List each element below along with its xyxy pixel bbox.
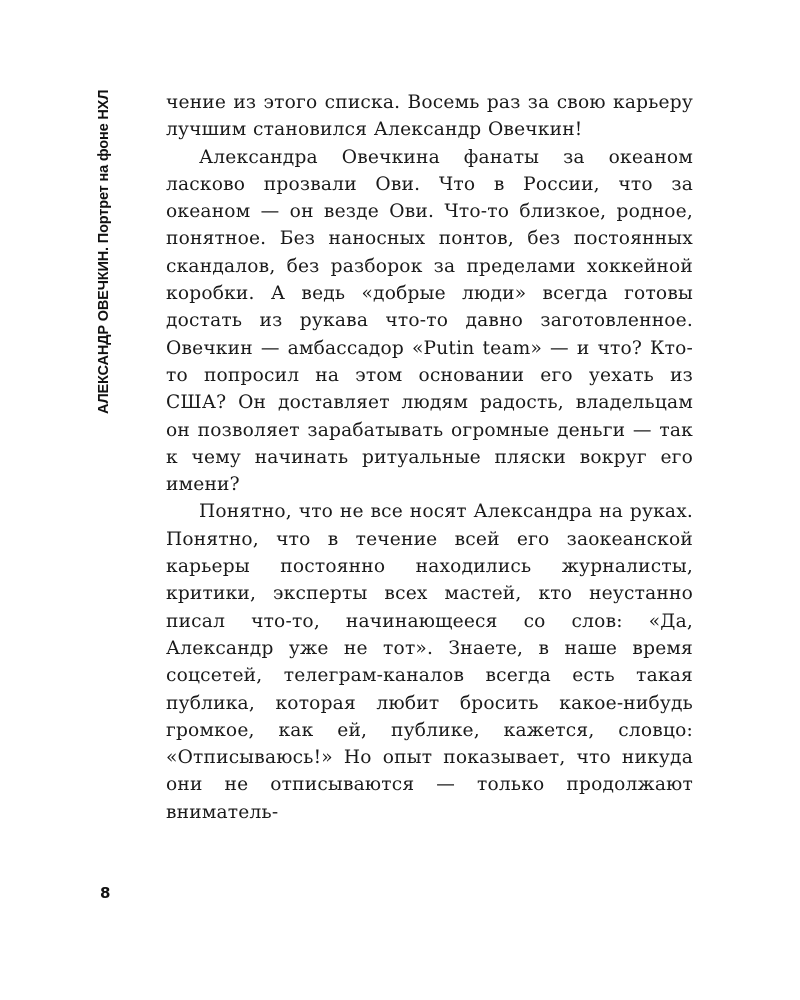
paragraph: Понятно, что не все носят Александра на руках. Понятно, что в течение всей его заокеанской карьеры постоянно находились журналисты, критики, эксперты всех мастей, кто неустанно писал что-то, начинающееся со слов: «Да, Александр уже не тот». Знаете, в наше время соцсетей, телеграм-каналов всегда есть такая публика, которая любит бросить какое-нибудь громкое, как ей, публике, кажется, словцо: «Отписываюсь!» Но опыт показывает, что никуда они не отписываются — только продолжают вниматель-	[166, 501, 693, 823]
page-number: 8	[100, 884, 111, 902]
paragraph: Александра Овечкина фанаты за океаном ласково прозвали Ови. Что в России, что за океаном — он везде Ови. Что-то близкое, родное, понятное. Без наносных понтов, без постоянных скандалов, без разборок за пределами хоккейной коробки. А ведь «добрые люди» всегда готовы достать из рукава что-то давно заготовленное. Овечкин — амбассадор «Putin team» — и что? Кто-то попросил на этом основании его уехать из США? Он доставляет людям радость, владельцам он позволяет зарабатывать огромные деньги — так к чему начинать ритуальные пляски вокруг его имени?	[166, 146, 693, 496]
page-body-text	[166, 89, 693, 826]
running-head-text: АЛЕКСАНДР ОВЕЧКИН. Портрет на фоне НХЛ	[96, 89, 112, 414]
paragraph-continuation: чение из этого списка. Восемь раз за свою карьеру лучшим становился Александр Овечкин!	[166, 92, 693, 141]
